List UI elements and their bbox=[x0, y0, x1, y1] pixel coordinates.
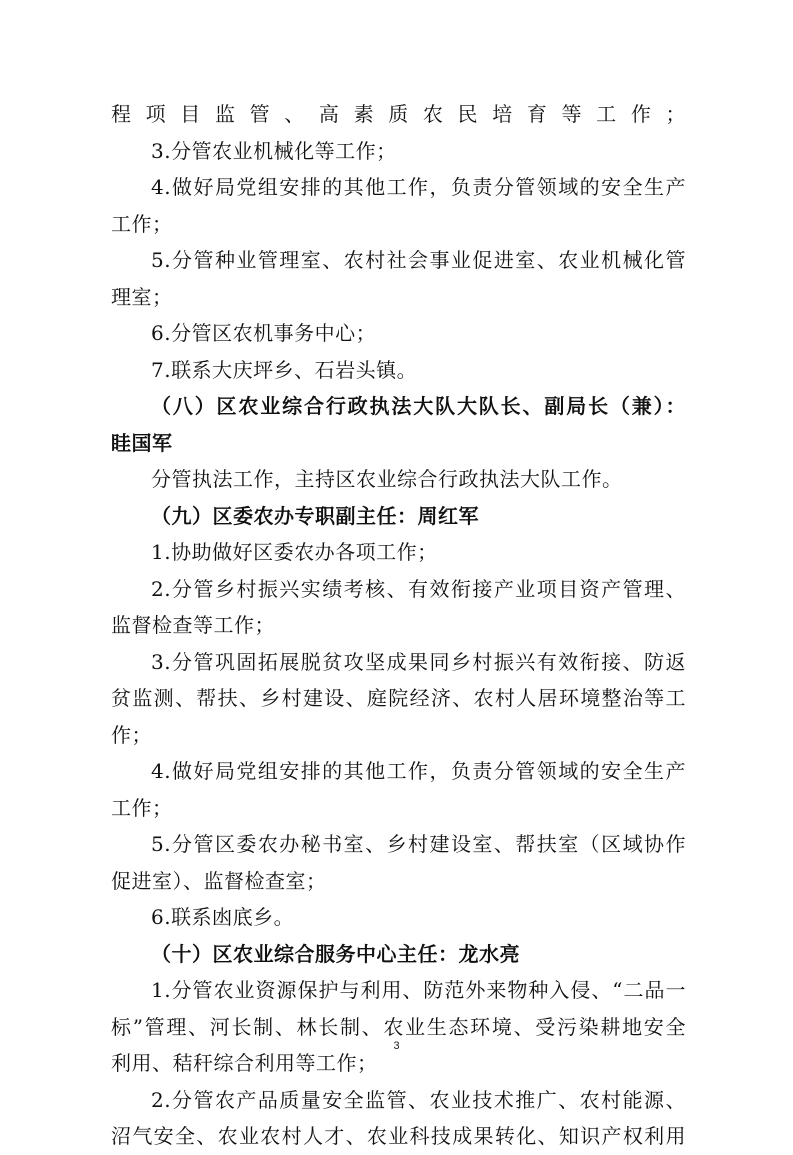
list-item: 3.分管农业机械化等工作； bbox=[151, 138, 397, 163]
paragraph-line: 标”管理、河长制、林长制、农业生态环境、受污染耕地安全 bbox=[111, 1014, 686, 1039]
list-item: 5.分管种业管理室、农村社会事业促进室、农业机械化管 bbox=[151, 248, 686, 272]
section-heading: （十）区农业综合服务中心主任：龙水亮 bbox=[151, 941, 520, 966]
list-item: 7.联系大庆坪乡、石岩头镇。 bbox=[151, 357, 418, 382]
paragraph-line: 工作； bbox=[111, 795, 173, 820]
section-heading: （八）区农业综合行政执法大队大队长、副局长（兼）： bbox=[151, 394, 686, 418]
paragraph-line: 利用、秸秆综合利用等工作； bbox=[111, 1051, 378, 1075]
list-item: 2.分管农产品质量安全监管、农业技术推广、农村能源、 bbox=[151, 1087, 686, 1112]
paragraph-line: 工作； bbox=[111, 211, 173, 236]
section-heading: （九）区委农办专职副主任：周红军 bbox=[151, 503, 479, 528]
section-heading-name: 眭国军 bbox=[111, 430, 173, 455]
list-item: 1.分管农业资源保护与利用、防范外来物种入侵、“二品一 bbox=[151, 978, 686, 1002]
paragraph-line: 程项目监管、高素质农民培育等工作； bbox=[111, 102, 686, 126]
list-item: 2.分管乡村振兴实绩考核、有效衔接产业项目资产管理、 bbox=[151, 576, 686, 601]
document-body bbox=[111, 96, 686, 1155]
paragraph-line: 分管执法工作，主持区农业综合行政执法大队工作。 bbox=[151, 467, 623, 491]
paragraph-line: 贫监测、帮扶、乡村建设、庭院经济、农村人居环境整治等工 bbox=[111, 686, 686, 710]
paragraph-line: 作； bbox=[111, 722, 152, 747]
list-item: 4.做好局党组安排的其他工作，负责分管领域的安全生产 bbox=[151, 759, 686, 783]
list-item: 6.分管区农机事务中心； bbox=[151, 321, 377, 345]
list-item: 4.做好局党组安排的其他工作，负责分管领域的安全生产 bbox=[151, 175, 686, 199]
paragraph-line: 理室； bbox=[111, 284, 173, 309]
paragraph-line: 促进室）、监督检查室； bbox=[111, 868, 327, 893]
list-item: 3.分管巩固拓展脱贫攻坚成果同乡村振兴有效衔接、防返 bbox=[151, 649, 686, 674]
list-item: 6.联系凼底乡。 bbox=[151, 905, 295, 929]
paragraph-line: 监督检查等工作； bbox=[111, 613, 275, 637]
paragraph-line: 沼气安全、农业农村人才、农业科技成果转化、知识产权利用 bbox=[111, 1124, 686, 1148]
list-item: 5.分管区委农办秘书室、乡村建设室、帮扶室（区域协作 bbox=[151, 832, 686, 856]
list-item: 1.协助做好区委农办各项工作； bbox=[151, 540, 438, 564]
page-number: 3 bbox=[393, 1040, 400, 1052]
